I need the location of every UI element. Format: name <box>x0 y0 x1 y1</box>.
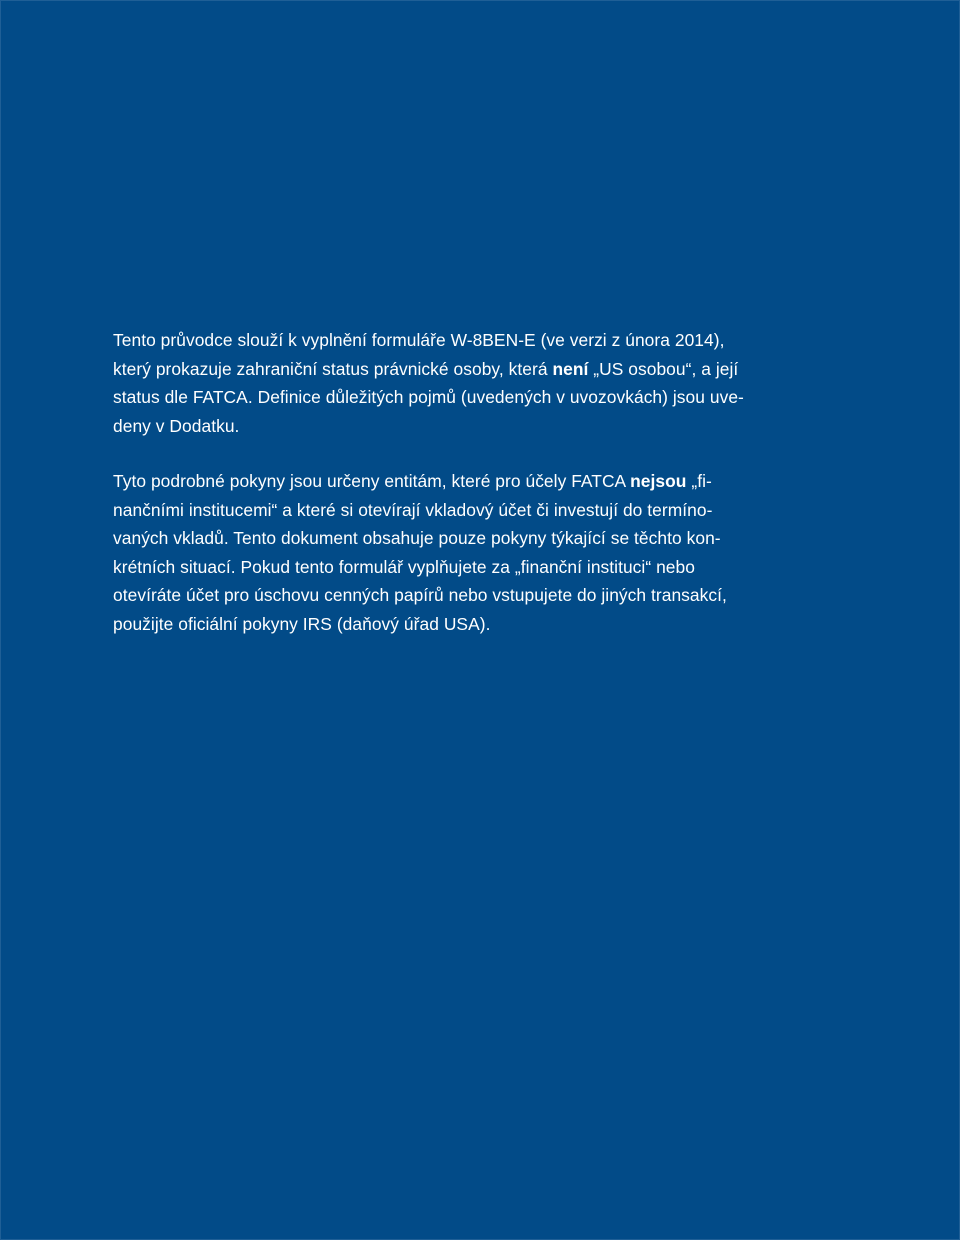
emphasis-text: nejsou <box>630 471 687 491</box>
text-run: Tyto podrobné pokyny jsou určeny entitám, které pro účely FATCA <box>113 471 631 491</box>
text-line <box>113 467 803 496</box>
text-run: deny v Dodatku. <box>113 415 240 436</box>
paragraph-instructions-scope <box>113 467 803 638</box>
text-run: vaných vkladů. Tento dokument obsahuje pouze pokyny týkající se těchto kon- <box>113 528 721 548</box>
text-run: krétních situací. Pokud tento formulář vyplňujete za „finanční instituci“ nebo <box>113 556 695 577</box>
intro-text <box>113 326 803 638</box>
text-run: použijte oficiální pokyny IRS (daňový úřad USA). <box>113 613 491 634</box>
text-run: nančními institucemi“ a které si otevírají vkladový účet či investují do termíno- <box>113 499 713 520</box>
text-run: status dle FATCA. Definice důležitých pojmů (uvedených v uvozovkách) jsou uve- <box>113 387 744 407</box>
text-line <box>113 412 803 441</box>
text-line <box>113 355 803 384</box>
text-line <box>113 553 803 582</box>
text-run: „US osobou“, a její <box>588 358 739 379</box>
text-line <box>113 326 803 355</box>
text-line <box>113 524 803 553</box>
text-run: Tento průvodce slouží k vyplnění formuláře W-8BEN-E (ve verzi z února 2014), <box>113 330 725 350</box>
paragraph-form-purpose <box>113 326 803 440</box>
emphasis-text: není <box>552 358 589 379</box>
text-run: který prokazuje zahraniční status právnické osoby, která <box>113 358 553 379</box>
text-line <box>113 496 803 525</box>
text-line <box>113 383 803 412</box>
text-run: otevíráte účet pro úschovu cenných papírů nebo vstupujete do jiných transakcí, <box>113 585 727 605</box>
text-line <box>113 581 803 610</box>
text-line <box>113 610 803 639</box>
text-run: „fi- <box>686 471 712 491</box>
